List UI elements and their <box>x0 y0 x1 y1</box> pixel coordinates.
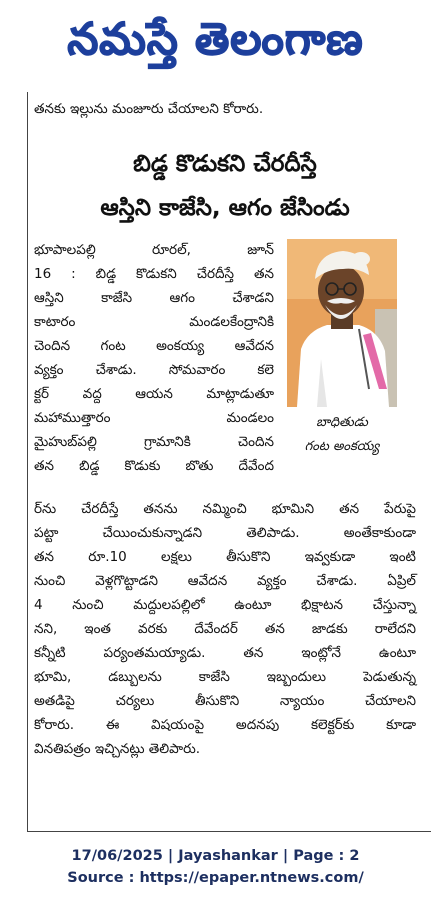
victim-photo <box>287 239 397 407</box>
newspaper-masthead <box>0 0 431 90</box>
source-footer <box>0 845 431 889</box>
body-line: కాటారం మండలకేంద్రానికి <box>34 314 274 330</box>
caption-line-2: గంట అంకయ్య <box>304 439 380 454</box>
photo-caption <box>283 411 401 459</box>
body-line: 16 : బిడ్డ కొడుకని చేరదీస్తే తన <box>34 266 274 282</box>
body-line: కన్నీటి పర్యంతమయ్యాడు. తన ఇంట్లోనే ఉంటూ <box>34 645 416 661</box>
footer-source-url[interactable]: Source : https://epaper.ntnews.com/ <box>67 870 364 886</box>
article-headline <box>34 142 416 230</box>
body-line: వ్యక్తం చేశాడు. సోమవారం కలె <box>34 362 274 378</box>
body-line: భూమి, డబ్బులను కాజేసి ఇబ్బందులు పెడుతున్న <box>34 669 416 685</box>
body-line-last: వినతిపత్రం ఇచ్చినట్లు తెలిపారు. <box>34 741 201 757</box>
body-line: నని, ఇంత వరకు దేవేందర్ తన జాడకు రాలేదని <box>34 621 416 637</box>
body-line: ఆస్తిని కాజేసి ఆగం చేశాడని <box>34 290 274 306</box>
headline-line-2: ఆస్తిని కాజేసి, ఆగం జేసిండు <box>100 195 350 221</box>
body-line: పట్టా చేయించుకున్నాడని తెలిపాడు. అంతేకాకుండా <box>34 525 416 541</box>
body-line: తన బిడ్డ కొడుకు బొతు దేవేంద <box>34 458 274 474</box>
portrait-illustration <box>287 239 397 407</box>
column-rule-left <box>27 92 28 832</box>
body-line: మహాముత్తారం మండలం <box>34 410 274 426</box>
body-line: నుంచి వెళ్లగొట్టాడని ఆవేదన వ్యక్తం చేశాడు. ఏప్రిల్ <box>34 573 416 589</box>
body-line: కోరారు. ఈ విషయంపై అదనపు కలెక్టర్‌కు కూడా <box>34 717 416 733</box>
body-line: క్టర్ వద్ద ఆయన మాట్లాడుతూ <box>34 386 274 402</box>
body-line: భూపాలపల్లి రూరల్, జూన్ <box>34 242 274 258</box>
headline-line-1: బిడ్డ కొడుకని చేరదీస్తే <box>133 151 317 177</box>
body-line: అతడిపై చర్యలు తీసుకొని న్యాయం చేయాలని <box>34 693 416 709</box>
body-line: మైహుబ్‌పల్లి గ్రామానికి చెందిన <box>34 434 274 450</box>
masthead-logo: నమస్తే తెలంగాణ <box>67 14 364 65</box>
carry-over-text: తనకు ఇల్లును మంజూరు చేయాలని కోరారు. <box>34 101 264 117</box>
body-line: చెందిన గంట అంకయ్య ఆవేదన <box>34 338 274 354</box>
footer-date-page: 17/06/2025 | Jayashankar | Page : 2 <box>71 848 360 864</box>
body-line: 4 నుంచి మద్దులపల్లిలో ఉంటూ భిక్షాటన చేస్తున్నా <box>34 597 416 613</box>
column-rule-bottom <box>27 831 431 832</box>
body-line: తన రూ.10 లక్షలు తీసుకొని ఇవ్వకుడా ఇంటి <box>34 549 416 565</box>
caption-line-1: బాధితుడు <box>316 415 368 430</box>
body-line: ర్‌ను చేరదీస్తే తనను నమ్మించి భూమిని తన పేరుపై <box>34 501 416 517</box>
